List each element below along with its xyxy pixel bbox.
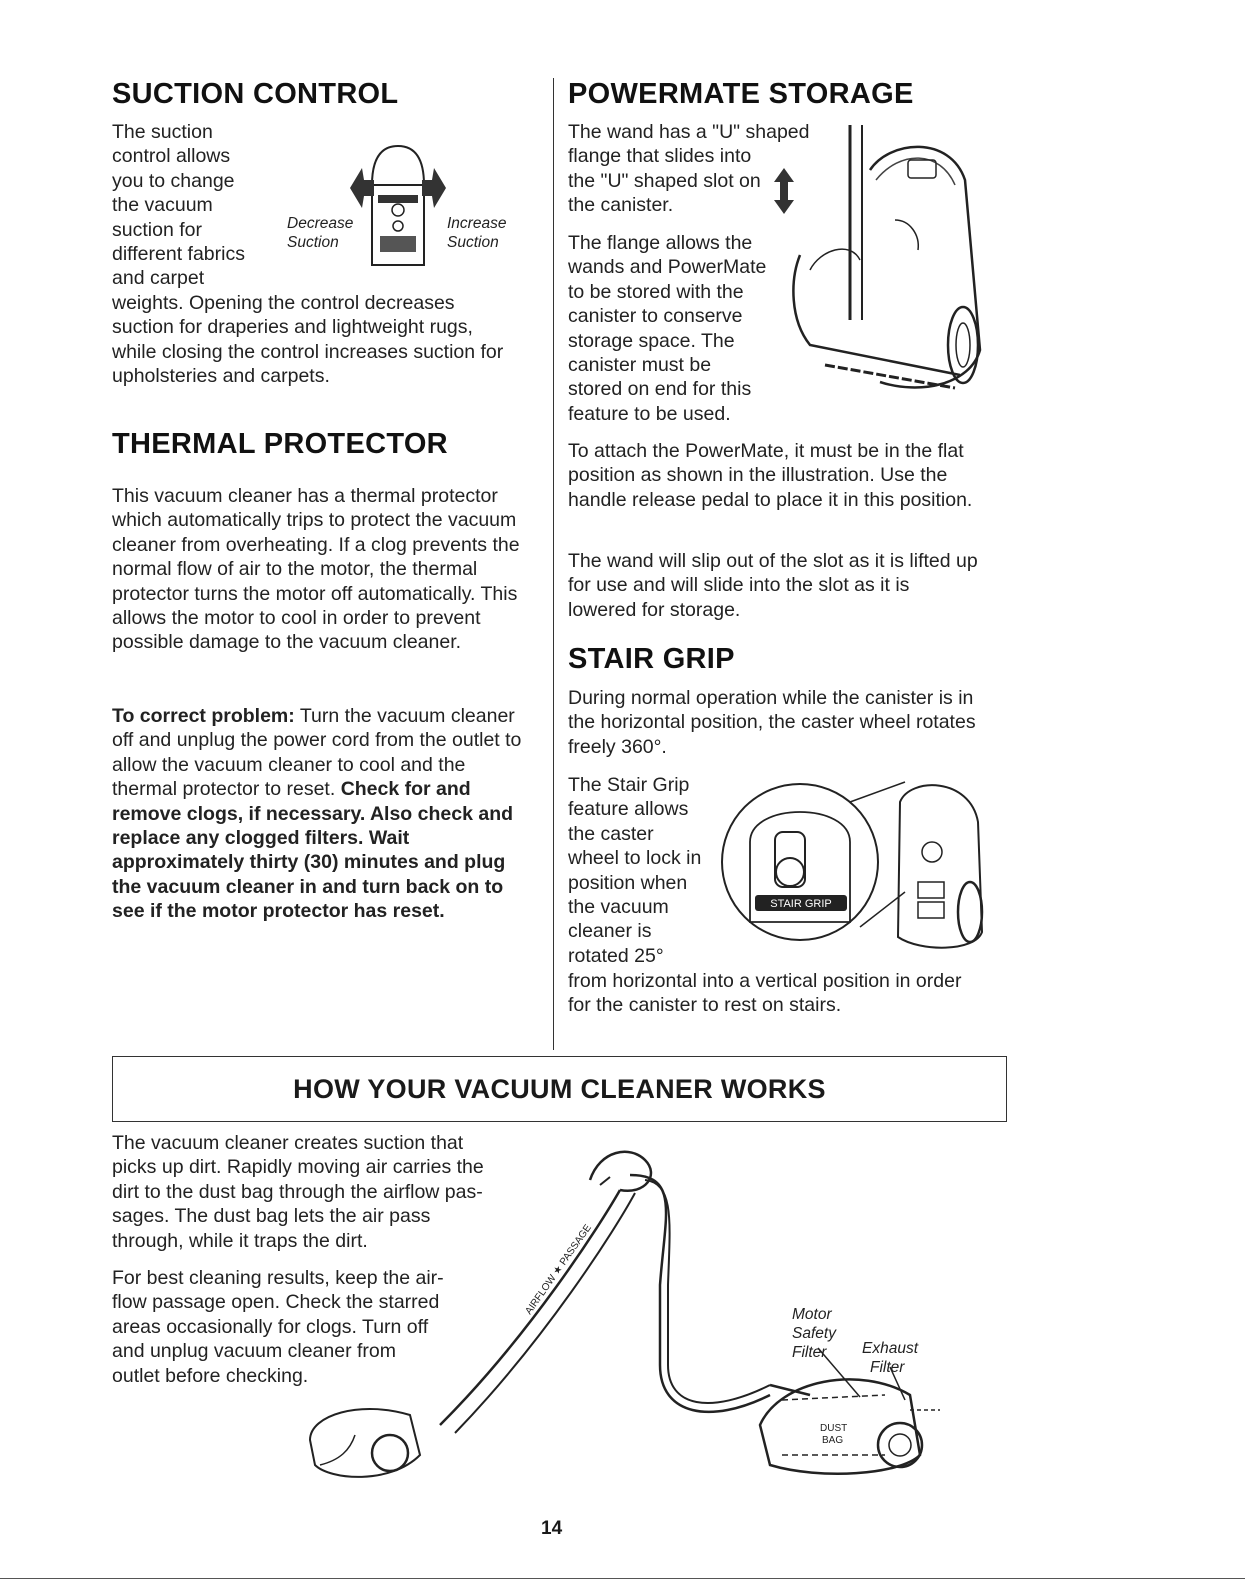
how-it-works-title: HOW YOUR VACUUM CLEANER WORKS	[293, 1073, 826, 1104]
stair-grip-heading: STAIR GRIP	[568, 643, 735, 675]
powermate-wand-paragraph: The wand will slip out of the slot as it is lifted up for use and will slide into the slot as it is lowered for storage.	[568, 550, 978, 621]
stair-grip-illustration	[720, 762, 985, 962]
dust-bag-label-2: BAG	[822, 1435, 844, 1446]
how-it-works-banner	[112, 1056, 1007, 1122]
thermal-protector-heading: THERMAL PROTECTOR	[112, 428, 448, 460]
stair-grip-label: STAIR GRIP	[770, 898, 832, 910]
vacuum-cleaner-illustration	[300, 1135, 980, 1505]
thermal-protector-body: This vacuum cleaner has a thermal protector which automatically trips to protect the vacuum cleaner from overheating. If a clog prevents the normal flow of air to the motor, the thermal protector turns the motor off automatically. This allows the motor to cool in order to prevent possible damage to the vacuum cleaner.	[112, 485, 520, 654]
airflow-passage-label: AIRFLOW ★ PASSAGE	[523, 1222, 594, 1317]
suction-control-body: weights. Opening the control decreases suction for draperies and lightweight rugs, while closing the control increases suction for upholsteries and carpets.	[112, 292, 504, 388]
exhaust-filter-label: Exhaust Filter	[862, 1340, 919, 1376]
suction-control-intro: The suction control allows you to change the vacuum suction for different fabrics and carpet	[112, 121, 245, 290]
stair-grip-intro: The Stair Grip feature allows the caster wheel to lock in position when the vacuum cleaner is rotated 25°	[568, 774, 702, 967]
powermate-storage-intro: The wand has a "U" shaped flange that slides into the "U" shaped slot on the canister.	[568, 121, 810, 217]
powermate-storage-flange: The flange allows the wands and PowerMate to be stored with the canister to conserve storage space. The canister must be stored on end for this feature to be used.	[568, 232, 767, 425]
decrease-suction-label: Decrease Suction	[287, 215, 354, 251]
thermal-correct-problem: To correct problem: Turn the vacuum cleaner off and unplug the power cord from the outlet to allow the vacuum cleaner to cool and the thermal protector to reset. Check for and remove clogs, if necessary. Also check and replace any clogged filters. Wait approximately thirty (30) minutes and plug the vacuum cleaner in and turn back on to see if the motor protector has reset.	[112, 705, 522, 923]
how-it-works-para-2: For best cleaning results, keep the air- flow passage open. Check the starred areas occasionally for clogs. Turn off and unplug vacuum cleaner from outlet before checking.	[112, 1267, 444, 1387]
stair-grip-tail: from horizontal into a vertical position in order for the canister to rest on stairs.	[568, 970, 962, 1017]
suction-control-illustration	[340, 140, 540, 280]
powermate-storage-heading: POWERMATE STORAGE	[568, 78, 914, 110]
powermate-storage-illustration	[780, 120, 985, 405]
motor-safety-filter-label: Motor Safety Filter	[792, 1306, 836, 1361]
how-it-works-para-1: The vacuum cleaner creates suction that picks up dirt. Rapidly moving air carries the dirt to the dust bag through the airflow pas- sages. The dust bag lets the air pass through, while it traps the dirt.	[112, 1132, 484, 1252]
dust-bag-label-1: DUST	[820, 1423, 848, 1434]
page-number: 14	[541, 1518, 563, 1539]
increase-suction-label: Increase Suction	[447, 215, 507, 251]
bottom-edge-line	[0, 1578, 1245, 1579]
suction-control-heading: SUCTION CONTROL	[112, 78, 399, 110]
stair-grip-normal-paragraph: During normal operation while the canister is in the horizontal position, the caster wheel rotates freely 360°.	[568, 687, 976, 758]
column-divider	[553, 78, 554, 1050]
powermate-attach-paragraph: To attach the PowerMate, it must be in the flat position as shown in the illustration. Use the handle release pedal to place it in this position.	[568, 440, 973, 511]
